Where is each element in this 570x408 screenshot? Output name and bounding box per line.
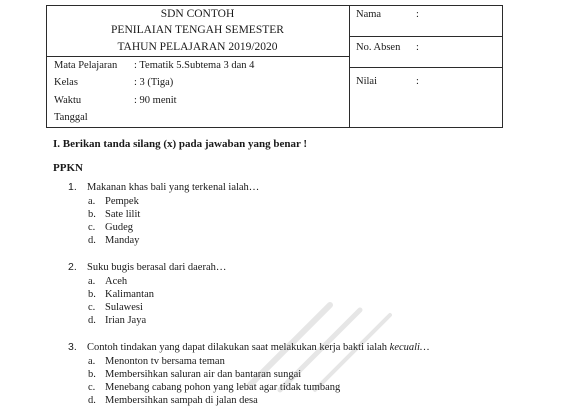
question-1-option-a[interactable] <box>88 195 139 208</box>
table-border-bottom <box>46 127 503 128</box>
option-letter: a. <box>88 276 96 287</box>
absen-label: No. Absen <box>356 42 401 53</box>
question-2-option-c[interactable] <box>88 301 143 314</box>
absen-colon: : <box>416 42 419 53</box>
question-text: Contoh tindakan yang dapat dilakukan saat melakukan kerja bakti ialah <box>87 342 390 353</box>
option-text: Sulawesi <box>105 302 143 313</box>
option-letter: a. <box>88 196 96 207</box>
question-number: 1. <box>68 181 77 193</box>
option-letter: b. <box>88 369 96 380</box>
table-border-top <box>46 5 503 6</box>
question-2 <box>68 261 226 274</box>
option-letter: b. <box>88 209 96 220</box>
question-2-option-a[interactable] <box>88 275 127 288</box>
option-text: Irian Jaya <box>105 315 147 326</box>
nama-label: Nama <box>356 9 382 20</box>
kelas-label: Kelas <box>54 77 78 88</box>
option-letter: d. <box>88 235 96 246</box>
option-text: Membersihkan saluran air dan bantaran sungai <box>105 369 302 380</box>
option-letter: c. <box>88 222 96 233</box>
exam-title: PENILAIAN TENGAH SEMESTER <box>111 24 284 36</box>
school-name: SDN CONTOH <box>160 8 235 20</box>
question-text-italic: kecuali… <box>389 342 430 353</box>
waktu-label: Waktu <box>54 95 82 106</box>
kelas-value: : 3 (Tiga) <box>134 77 174 88</box>
nama-colon: : <box>416 9 419 20</box>
tanggal-label: Tanggal <box>54 112 88 123</box>
nilai-colon: : <box>416 76 419 87</box>
question-3-option-d[interactable] <box>88 394 258 407</box>
option-text: Gudeg <box>105 222 133 233</box>
table-right-separator-2 <box>349 67 503 68</box>
table-left-separator <box>46 56 349 57</box>
question-text: Suku bugis berasal dari daerah… <box>87 262 227 273</box>
option-letter: c. <box>88 302 96 313</box>
option-letter: a. <box>88 356 96 367</box>
question-2-option-d[interactable] <box>88 314 146 327</box>
option-letter: d. <box>88 395 96 406</box>
school-year: TAHUN PELAJARAN 2019/2020 <box>117 41 278 53</box>
question-number: 3. <box>68 341 77 353</box>
option-letter: b. <box>88 289 96 300</box>
option-text: Pempek <box>105 196 139 207</box>
nilai-label: Nilai <box>356 76 377 87</box>
option-text: Membersihkan sampah di jalan desa <box>105 395 258 406</box>
waktu-value: : 90 menit <box>134 95 177 106</box>
mapel-value: : Tematik 5.Subtema 3 dan 4 <box>134 60 255 71</box>
option-text: Sate lilit <box>105 209 141 220</box>
question-text: Makanan khas bali yang terkenal ialah… <box>87 182 260 193</box>
question-1-option-b[interactable] <box>88 208 140 221</box>
option-text: Kalimantan <box>105 289 154 300</box>
option-letter: d. <box>88 315 96 326</box>
question-2-option-b[interactable] <box>88 288 154 301</box>
header-table <box>46 5 503 128</box>
mapel-label: Mata Pelajaran <box>54 60 118 71</box>
question-1-option-d[interactable] <box>88 234 139 247</box>
section-instruction: I. Berikan tanda silang (x) pada jawaban yang benar ! <box>53 138 308 150</box>
option-text: Manday <box>105 235 140 246</box>
subject-heading: PPKN <box>53 162 83 174</box>
question-3-option-a[interactable] <box>88 355 225 368</box>
question-number: 2. <box>68 261 77 273</box>
table-right-separator-1 <box>349 36 503 37</box>
watermark-graphic <box>240 285 420 395</box>
question-1 <box>68 181 259 194</box>
option-text: Menebang cabang pohon yang lebat agar tidak tumbang <box>105 382 341 393</box>
option-text: Aceh <box>105 276 128 287</box>
option-text: Menonton tv bersama teman <box>105 356 225 367</box>
question-1-option-c[interactable] <box>88 221 133 234</box>
option-letter: c. <box>88 382 96 393</box>
